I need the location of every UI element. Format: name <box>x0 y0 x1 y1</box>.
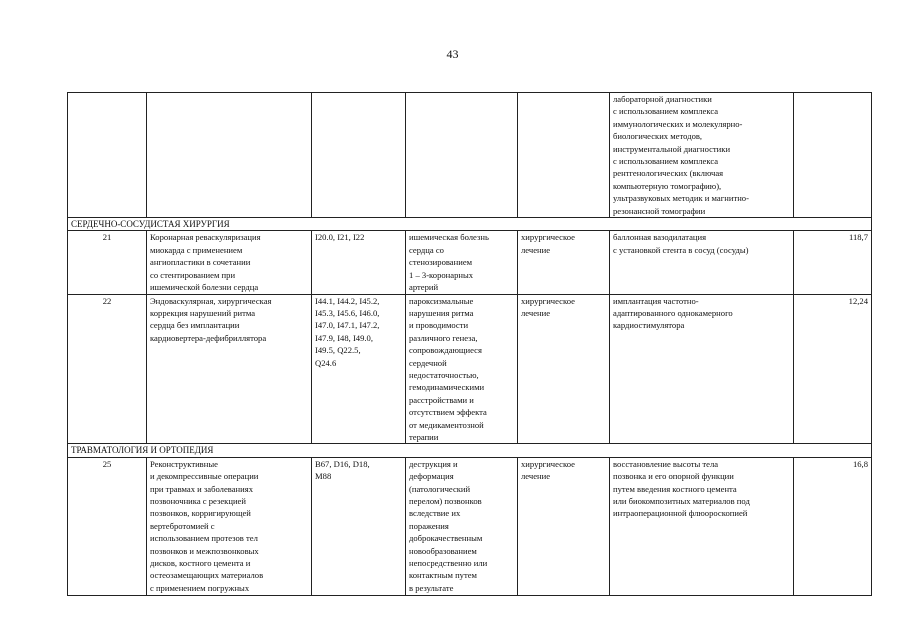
diagnosis-codes-cell: B67, D16, D18, M88 <box>312 457 406 595</box>
section-header-row <box>68 444 872 457</box>
treatment-type-cell: хирургическое лечение <box>518 231 610 294</box>
table-row <box>68 231 872 294</box>
section-header-row <box>68 218 872 231</box>
continuation-row <box>68 93 872 218</box>
norm-value: 118,7 <box>794 231 872 294</box>
row-number: 21 <box>68 231 147 294</box>
service-name-cell: Эндоваскулярная, хирургическая коррекция нарушений ритма сердца без имплантации кардиовертера-дефибриллятора <box>147 294 312 444</box>
norm-cell <box>794 93 872 218</box>
section-title: СЕРДЕЧНО-СОСУДИСТАЯ ХИРУРГИЯ <box>68 218 872 231</box>
model-cell <box>406 93 518 218</box>
patient-model-cell: ишемическая болезнь сердца со стенозированием 1 – 3-коронарных артерий <box>406 231 518 294</box>
treatment-method-cell: баллонная вазодилатация с установкой стента в сосуд (сосуды) <box>610 231 794 294</box>
patient-model-cell: деструкция и деформация (патологический перелом) позвонков вследствие их поражения доброкачественным новообразованием непосредственно или контактным путем в результате <box>406 457 518 595</box>
patient-model-cell: пароксизмальные нарушения ритма и проводимости различного генеза, сопровождающиеся сердечной недостаточностью, гемодинамическими расстройствами и отсутствием эффекта от медикаментозной терапии <box>406 294 518 444</box>
row-number: 25 <box>68 457 147 595</box>
medical-services-table <box>67 92 872 596</box>
diagnosis-codes-cell: I20.0, I21, I22 <box>312 231 406 294</box>
table-row <box>68 457 872 595</box>
diagnosis-codes-cell: I44.1, I44.2, I45.2, I45.3, I45.6, I46.0, I47.0, I47.1, I47.2, I47.9, I48, I49.0, I49.5, Q22.5, Q24.6 <box>312 294 406 444</box>
page-number: 43 <box>446 47 459 61</box>
norm-value: 12,24 <box>794 294 872 444</box>
row-number: 22 <box>68 294 147 444</box>
num-cell <box>68 93 147 218</box>
treatment-method-cell: имплантация частотно- адаптированного однокамерного кардиостимулятора <box>610 294 794 444</box>
norm-value: 16,8 <box>794 457 872 595</box>
treatment-cell <box>518 93 610 218</box>
name-cell <box>147 93 312 218</box>
service-name-cell: Коронарная реваскуляризация миокарда с применением ангиопластики в сочетании со стентированием при ишемической болезни сердца <box>147 231 312 294</box>
table-row <box>68 294 872 444</box>
method-cell: лабораторной диагностики с использованием комплекса иммунологических и молекулярно- биологических методов, инструментальной диагностики с использованием комплекса рентгенологических (включая компьютерную томографию), ультразвуковых методик и магнитно- резонансной томографии <box>610 93 794 218</box>
treatment-method-cell: восстановление высоты тела позвонка и его опорной функции путем введения костного цемента или биокомпозитных материалов под интраоперационной флюороскопией <box>610 457 794 595</box>
treatment-type-cell: хирургическое лечение <box>518 457 610 595</box>
treatment-type-cell: хирургическое лечение <box>518 294 610 444</box>
section-title: ТРАВМАТОЛОГИЯ И ОРТОПЕДИЯ <box>68 444 872 457</box>
service-name-cell: Реконструктивные и декомпрессивные операции при травмах и заболеваниях позвоночника с резекцией позвонков, корригирующей вертебротомией с использованием протезов тел позвонков и межпозвонковых дисков, костного цемента и остеозамещающих материалов с применением погружных <box>147 457 312 595</box>
codes-cell <box>312 93 406 218</box>
